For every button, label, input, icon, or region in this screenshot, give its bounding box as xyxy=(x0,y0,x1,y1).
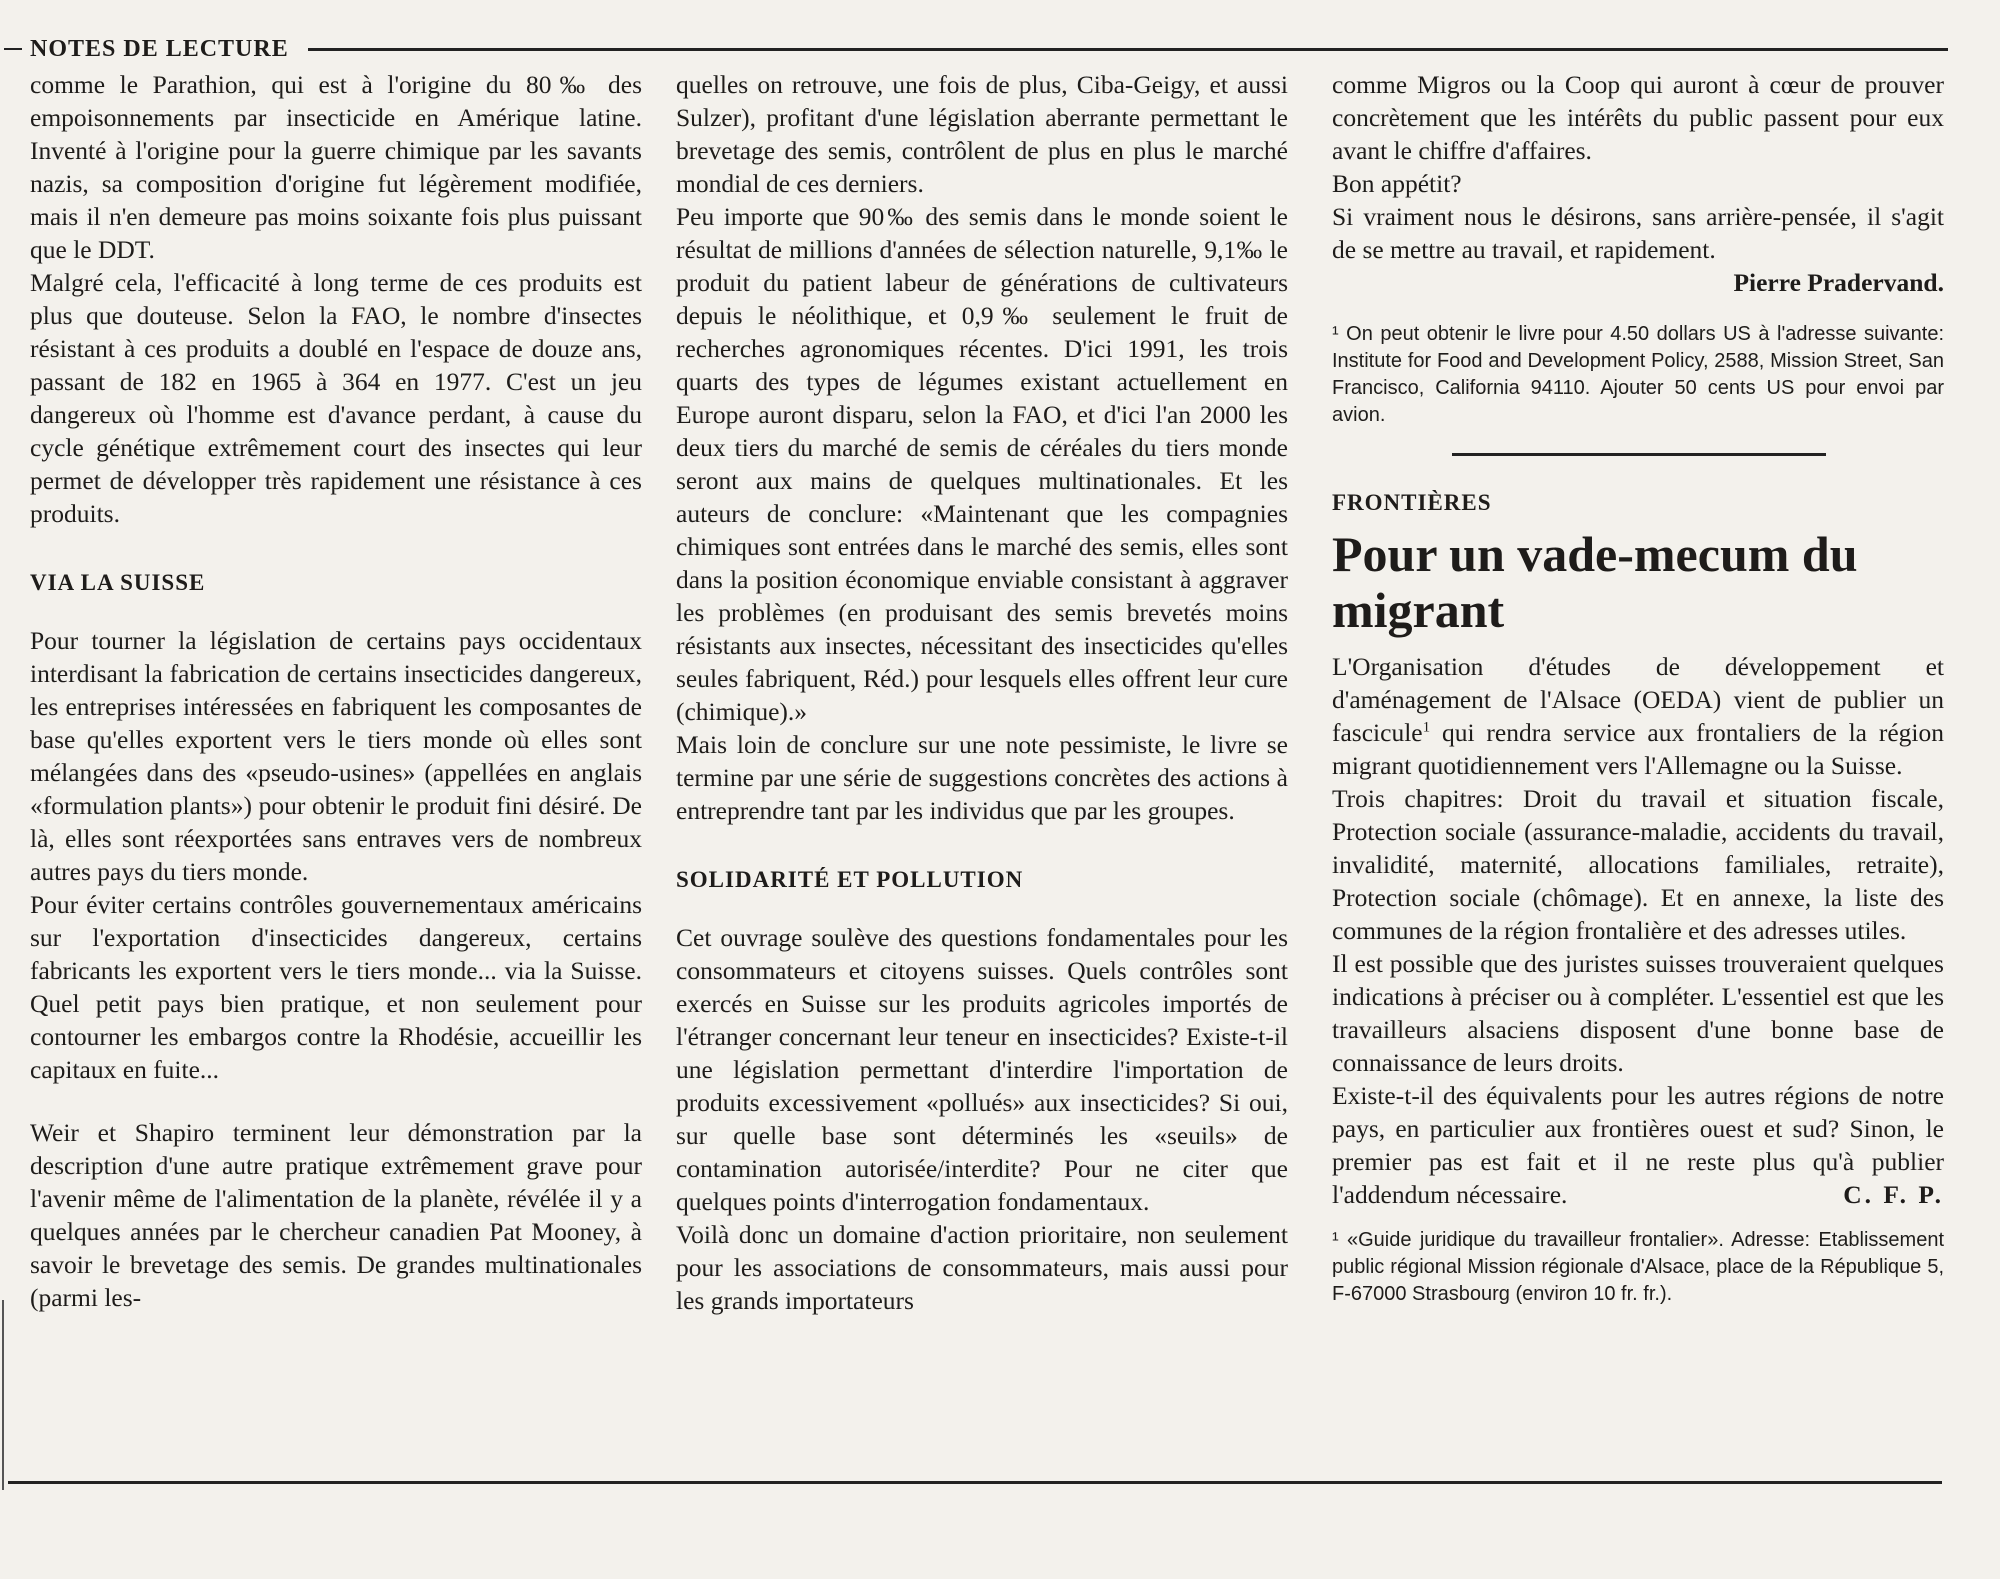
column-1 xyxy=(30,68,642,1314)
footnote: ¹ «Guide juridique du travailleur frontalier». Adresse: Etablissement public régional Mission régionale d'Alsace, place de la République 5, F-67000 Strasbourg (environ 10 fr. fr.). xyxy=(1332,1229,1944,1305)
paragraph-text: qui rendra service aux frontaliers de la région migrant quotidiennement vers l'Allemagne ou la Suisse. xyxy=(1332,718,1944,780)
divider xyxy=(1452,453,1826,456)
paragraph: Voilà donc un domaine d'action prioritaire, non seulement pour les associations de consommateurs, mais aussi pour les grands importateurs xyxy=(676,1220,1288,1315)
paragraph: Si vraiment nous le désirons, sans arrière-pensée, il s'agit de se mettre au travail, et rapidement. xyxy=(1332,202,1944,264)
article-title: Pour un vade-mecum du migrant xyxy=(1332,526,1858,638)
section-heading: SOLIDARITÉ ET POLLUTION xyxy=(676,867,1024,892)
author-signature: C. F. P. xyxy=(1843,1180,1944,1209)
paragraph: Cet ouvrage soulève des questions fondamentales pour les consommateurs et citoyens suisses. Quels contrôles sont exercés en Suisse sur les produits agricoles importés de l'étranger concernant leur teneur en insecticides? Existe-t-il une législation permettant d'interdire l'importation de produits excessivement «pollués» aux insecticides? Si oui, sur quelle base sont déterminés les «seuils» de contamination autorisée/interdite? Pour ne citer que quelques points d'interrogation fondamentaux. xyxy=(676,923,1288,1216)
paragraph xyxy=(1332,1079,1944,1211)
header-rule xyxy=(308,48,1948,51)
paragraph: Peu importe que 90‰ des semis dans le monde soient le résultat de millions d'années de sélection naturelle, 9,1‰ le produit du patient labeur de générations de cultivateurs depuis le néolithique, et 0,9‰ seulement le fruit de recherches agronomiques récentes. D'ici 1991, les trois quarts des types de légumes existant actuellement en Europe auront disparu, selon la FAO, et d'ici l'an 2000 les deux tiers du marché de semis de céréales du tiers monde seront aux mains de quelques multinationales. Et les auteurs de conclure: «Maintenant que les compagnies chimiques sont entrées dans le marché des semis, elles sont dans la position économique enviable consistant à aggraver les problèmes (en produisant des semis brevetés moins résistants aux insectes, nécessitant des insecticides qu'elles seules fabriquent, Réd.) pour lesquels elles offrent leur cure (chimique).» xyxy=(676,202,1288,726)
paragraph-text: Existe-t-il des équivalents pour les autres régions de notre pays, en particulier aux frontières ouest et sud? Sinon, le premier pas est fait et il ne reste plus qu'à publier l'addendum nécessaire. xyxy=(1332,1081,1944,1209)
paragraph: Il est possible que des juristes suisses trouveraient quelques indications à préciser ou à compléter. L'essentiel est que les travailleurs alsaciens disposent d'une bonne base de connaissance de leurs droits. xyxy=(1332,949,1944,1077)
paragraph: comme Migros ou la Coop qui auront à cœur de prouver concrètement que les intérêts du public passent pour eux avant le chiffre d'affaires. xyxy=(1332,70,1944,165)
paragraph: quelles on retrouve, une fois de plus, Ciba-Geigy, et aussi Sulzer), profitant d'une législation aberrante permettant le brevetage des semis, contrôlent de plus en plus le marché mondial de ces derniers. xyxy=(676,70,1288,198)
paragraph: Malgré cela, l'efficacité à long terme de ces produits est plus que douteuse. Selon la FAO, le nombre d'insectes résistant à ces produits a doublé en l'espace de douze ans, passant de 182 en 1965 à 364 en 1977. C'est un jeu dangereux où l'homme est d'avance perdant, à cause du cycle génétique extrêmement court des insectes qui leur permet de développer très rapidement une résistance à ces produits. xyxy=(30,268,642,528)
paragraph: Trois chapitres: Droit du travail et situation fiscale, Protection sociale (assurance-maladie, accidents du travail, invalidité, maternité, allocations familiales, retraite), Protection sociale (chômage). Et en annexe, la liste des communes de la région frontalière et des adresses utiles. xyxy=(1332,784,1944,945)
bottom-rule xyxy=(8,1481,1942,1484)
footnote-marker: 1 xyxy=(1422,719,1431,736)
page-edge xyxy=(2,1300,4,1490)
column-2 xyxy=(676,68,1288,1317)
paragraph xyxy=(1332,650,1944,782)
column-3 xyxy=(1332,68,1944,1308)
header-mark xyxy=(4,48,22,50)
paragraph: Pour tourner la législation de certains pays occidentaux interdisant la fabrication de certains insecticides dangereux, les entreprises intéressées en fabriquent les composantes de base qu'elles exportent vers le tiers monde où elles sont mélangées dans des «pseudo-usines» (appellées en anglais «formulation plants») pour obtenir le produit fini désiré. De là, elles sont réexportées sans entraves vers de nombreux autres pays du tiers monde. xyxy=(30,626,642,886)
paragraph-text: L'Organisation d'études de développement et d'aménagement de l'Alsace (OEDA) vient de publier un fascicule xyxy=(1332,652,1944,747)
footnote: ¹ On peut obtenir le livre pour 4.50 dollars US à l'adresse suivante: Institute for Food and Development Policy, 2588, Mission Street, San Francisco, California 94110. Ajouter 50 cents US pour envoi par avion. xyxy=(1332,323,1944,426)
paragraph: Pour éviter certains contrôles gouvernementaux américains sur l'exportation d'insecticides dangereux, certains fabricants les exportent vers le tiers monde... via la Suisse. Quel petit pays bien pratique, et non seulement pour contourner les embargos contre la Rhodésie, accueillir les capitaux en fuite... xyxy=(30,890,642,1084)
section-label: NOTES DE LECTURE xyxy=(30,36,289,62)
section-heading: VIA LA SUISSE xyxy=(30,570,206,595)
paragraph: comme le Parathion, qui est à l'origine du 80‰ des empoisonnements par insecticide en Amérique latine. Inventé à l'origine pour la guerre chimique par les savants nazis, sa composition d'origine fut légèrement modifiée, mais il n'en demeure pas moins soixante fois plus puissant que le DDT. xyxy=(30,70,642,264)
paragraph: Mais loin de conclure sur une note pessimiste, le livre se termine par une série de suggestions concrètes des actions à entreprendre tant par les individus que par les groupes. xyxy=(676,730,1288,825)
article-kicker: FRONTIÈRES xyxy=(1332,490,1492,515)
author-signature: Pierre Pradervand. xyxy=(1733,268,1944,297)
paragraph: Weir et Shapiro terminent leur démonstration par la description d'une autre pratique extrêmement grave pour l'avenir même de l'alimentation de la planète, révélée il y a quelques années par le chercheur canadien Pat Mooney, à savoir le brevetage des semis. De grandes multinationales (parmi les- xyxy=(30,1118,642,1312)
paragraph: Bon appétit? xyxy=(1332,169,1462,198)
